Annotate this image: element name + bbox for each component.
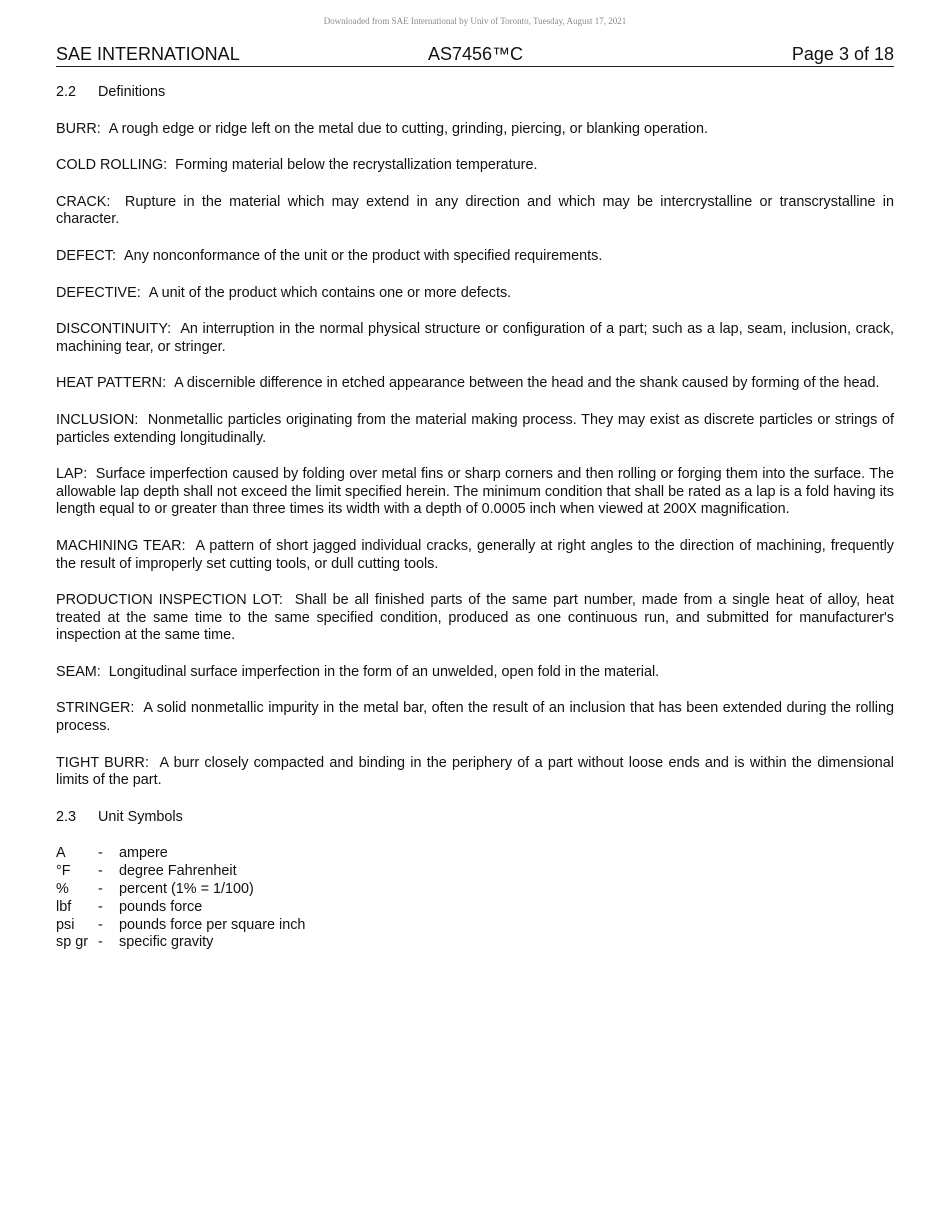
- unit-symbol-row: [56, 845, 894, 863]
- unit-symbol: lbf: [56, 898, 72, 915]
- definition-term: CRACK:: [56, 193, 111, 210]
- definition-paragraph: [56, 755, 894, 790]
- definition-paragraph: [56, 321, 894, 356]
- unit-dash: -: [98, 881, 103, 898]
- section-number: 2.3: [56, 808, 77, 825]
- definition-term: DEFECTIVE:: [56, 284, 141, 301]
- definition-paragraph: [56, 538, 894, 573]
- unit-meaning: percent (1% = 1/100): [119, 881, 254, 898]
- unit-symbol: psi: [56, 916, 75, 933]
- definition-paragraph: [56, 664, 894, 682]
- definition-paragraph: [56, 285, 894, 303]
- unit-meaning: pounds force: [119, 898, 203, 915]
- section-title: Unit Symbols: [98, 808, 183, 825]
- definition-text: Forming material below the recrystallization temperature.: [175, 157, 538, 174]
- definition-text: Surface imperfection caused by folding over metal fins or sharp corners and then rolling or forging them into the surface. The allowable lap depth shall not exceed the limit specified herein. The minimum condition that shall be rated as a lap is a fold having its length equal to or greater than three times its width with a depth of 0.0005 inch when viewed at 200X magnification.: [56, 466, 894, 518]
- header-organization: SAE INTERNATIONAL: [56, 44, 240, 64]
- definition-paragraph: [56, 592, 894, 645]
- definition-term: DEFECT:: [56, 247, 116, 264]
- definition-paragraph: [56, 700, 894, 735]
- unit-symbol-row: [56, 917, 894, 935]
- definition-term: HEAT PATTERN:: [56, 375, 167, 392]
- section-title: Definitions: [98, 84, 166, 100]
- definition-paragraph: [56, 412, 894, 447]
- unit-symbol: %: [56, 881, 69, 898]
- definition-paragraph: [56, 248, 894, 266]
- definition-term: TIGHT BURR:: [56, 754, 149, 771]
- unit-symbol-row: [56, 899, 894, 917]
- definition-term: SEAM:: [56, 663, 101, 680]
- definition-text: Longitudinal surface imperfection in the form of an unwelded, open fold in the material.: [108, 663, 660, 680]
- definition-paragraph: [56, 121, 894, 139]
- unit-meaning: specific gravity: [119, 934, 214, 951]
- definition-text: A unit of the product which contains one or more defects.: [148, 284, 512, 301]
- definition-term: INCLUSION:: [56, 411, 139, 428]
- definition-text: Rupture in the material which may extend in any direction and which may be intercrystalline or transcrystalline in character.: [56, 193, 895, 228]
- header-document-id: AS7456™C: [428, 44, 524, 64]
- definition-text: An interruption in the normal physical structure or configuration of a part; such as a lap, seam, inclusion, crack, machining tear, or stringer.: [56, 321, 895, 355]
- definition-text: Nonmetallic particles originating from the material making process. They may exist as discrete particles or strings of particles extending longitudinally.: [56, 411, 895, 446]
- definition-term: DISCONTINUITY:: [56, 321, 172, 338]
- definition-paragraph: [56, 375, 894, 393]
- page-header: [56, 44, 894, 67]
- unit-dash: -: [98, 863, 103, 880]
- unit-dash: -: [98, 898, 103, 915]
- definition-text: A burr closely compacted and binding in the periphery of a part without loose ends and is within the dimensional limits of the part.: [56, 754, 894, 789]
- unit-symbol-row: [56, 863, 894, 881]
- unit-symbol-row: [56, 934, 894, 952]
- unit-symbol: sp gr: [56, 934, 88, 951]
- definitions-list: [56, 121, 894, 790]
- definition-paragraph: [56, 194, 894, 229]
- definition-text: A rough edge or ridge left on the metal due to cutting, grinding, piercing, or blanking operation.: [108, 120, 708, 137]
- unit-dash: -: [98, 916, 103, 933]
- unit-meaning: ampere: [119, 845, 168, 862]
- unit-symbol-row: [56, 881, 894, 899]
- definition-text: A pattern of short jagged individual cracks, generally at right angles to the direction of machining, frequently the result of improperly set cutting tools, or dull cutting tools.: [56, 537, 894, 572]
- definition-term: COLD ROLLING:: [56, 157, 168, 174]
- definition-paragraph: [56, 466, 894, 519]
- definition-text: A solid nonmetallic impurity in the metal bar, often the result of an inclusion that has been extended during the rolling process.: [56, 700, 894, 735]
- definition-text: A discernible difference in etched appearance between the head and the shank caused by forming of the head.: [174, 375, 880, 392]
- unit-symbols-list: [56, 845, 894, 952]
- download-watermark: Downloaded from SAE International by Univ of Toronto, Tuesday, August 17, 2021: [323, 16, 627, 26]
- unit-symbol: °F: [56, 863, 71, 880]
- section-heading-unit-symbols: [56, 809, 894, 827]
- definition-term: PRODUCTION INSPECTION LOT:: [56, 592, 283, 609]
- unit-dash: -: [98, 845, 103, 862]
- definition-term: LAP:: [56, 466, 88, 483]
- definition-term: STRINGER:: [56, 700, 135, 717]
- section-number: 2.2: [56, 84, 77, 100]
- unit-dash: -: [98, 934, 103, 951]
- definition-paragraph: [56, 157, 894, 175]
- definition-term: BURR:: [56, 120, 101, 137]
- definition-text: Any nonconformance of the unit or the product with specified requirements.: [123, 247, 603, 264]
- header-page-number: Page 3 of 18: [791, 44, 894, 64]
- unit-meaning: pounds force per square inch: [119, 916, 306, 933]
- unit-meaning: degree Fahrenheit: [119, 863, 237, 880]
- definition-text: Shall be all finished parts of the same part number, made from a single heat of alloy, heat treated at the same time to the same specified condition, produced as one continuous run, and submitted for manufacturer's inspection at the same time.: [56, 592, 894, 644]
- document-body: [56, 84, 894, 952]
- section-heading-definitions: [56, 84, 894, 102]
- unit-symbol: A: [56, 845, 66, 862]
- definition-term: MACHINING TEAR:: [56, 537, 186, 554]
